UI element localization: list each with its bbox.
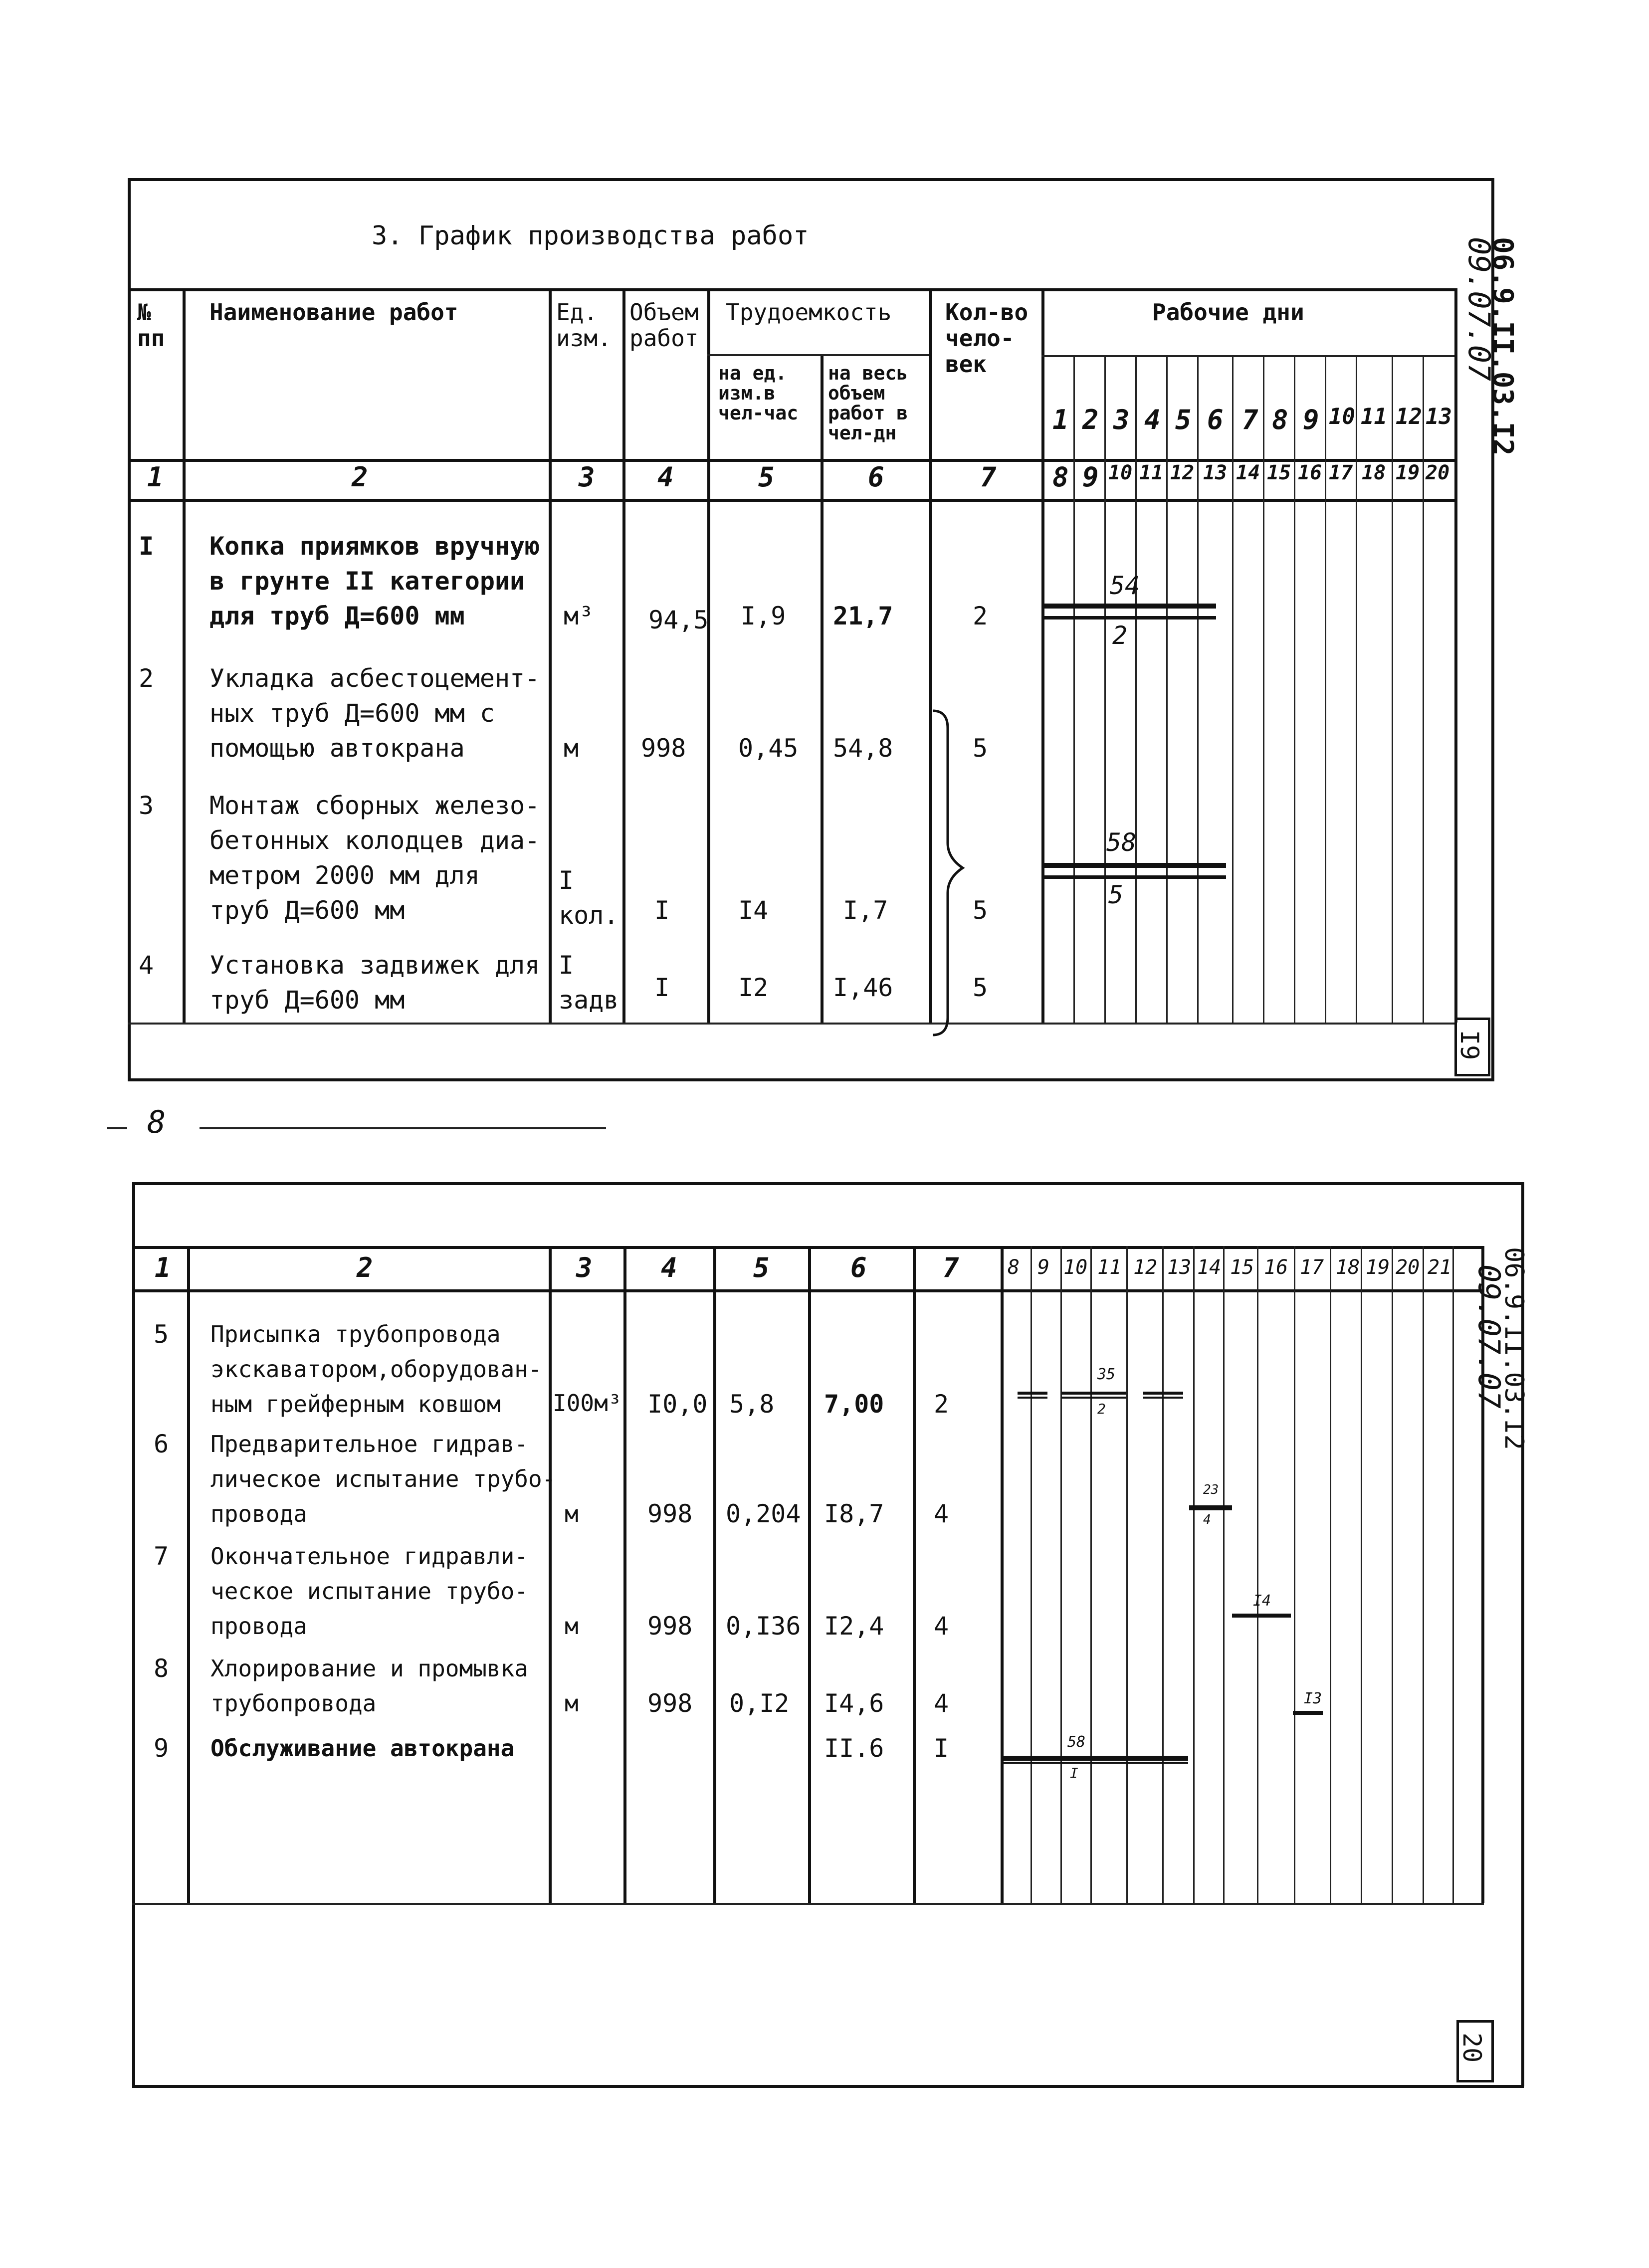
row-unit: I кол. — [559, 866, 619, 930]
row-labor-total: I4,6 — [824, 1689, 884, 1718]
col-number: 5 — [753, 1252, 770, 1283]
day-col-number: 11 — [1139, 461, 1164, 484]
row-labor-unit: 0,I36 — [726, 1612, 801, 1641]
col-number: 3 — [576, 1252, 593, 1283]
day-label: 3 — [1113, 404, 1130, 435]
day-label: 5 — [1175, 404, 1192, 435]
row-no: 2 — [139, 664, 154, 693]
day-col-number: 14 — [1236, 461, 1260, 484]
row-workers: 4 — [934, 1612, 949, 1641]
day-col-number: 16 — [1264, 1256, 1288, 1279]
bar-label: I — [1070, 1765, 1078, 1781]
day-label: 11 — [1361, 404, 1387, 429]
row-labor-unit: I2 — [738, 973, 769, 1002]
header-labor-unit: на ед. изм.в чел-час — [718, 362, 799, 424]
day-col-number: 12 — [1133, 1256, 1158, 1279]
document-number-stamp: 06.9.II.03.I2 — [1499, 1247, 1529, 1450]
col-number: 1 — [155, 1252, 171, 1283]
col-number: 7 — [943, 1252, 959, 1283]
day-col-number: 20 — [1426, 461, 1450, 484]
document-number-stamp: 06.9.II.03.I2 — [1486, 237, 1519, 456]
bar-label: 35 — [1097, 1366, 1116, 1383]
day-col-number: 19 — [1396, 461, 1420, 484]
schedule-title: 3. График производства работ — [372, 221, 809, 251]
header-workers: Кол-во чело- век — [945, 299, 1029, 378]
day-col-number: 8 — [1008, 1256, 1020, 1279]
row-workers: 5 — [973, 973, 988, 1002]
gantt-bar — [1061, 1397, 1126, 1399]
col-number: 5 — [758, 461, 775, 493]
gantt-bar — [1143, 1397, 1183, 1399]
gantt-bar — [1041, 863, 1226, 868]
document-code-stamp: 09.07.07 — [1461, 237, 1496, 381]
grouping-brace — [928, 708, 968, 1037]
day-label: 1 — [1052, 404, 1069, 435]
day-label: 4 — [1144, 404, 1161, 435]
row-workers: 4 — [934, 1689, 949, 1718]
day-col-number: 20 — [1396, 1256, 1420, 1279]
bar-label: 23 — [1203, 1482, 1219, 1497]
header-labor-total: на весь объем работ в чел-дн — [828, 362, 908, 444]
row-unit: I00м³ — [553, 1390, 622, 1417]
row-no: I — [139, 532, 154, 561]
page-number: I9 — [1455, 1030, 1484, 1060]
day-col-number: 9 — [1082, 461, 1099, 493]
header-no: № пп — [137, 299, 165, 352]
bar-label: I3 — [1304, 1690, 1322, 1707]
col-number: 6 — [850, 1252, 867, 1283]
row-labor-unit: I,9 — [741, 602, 786, 630]
gantt-bar — [1232, 1614, 1291, 1618]
bar-label: 58 — [1067, 1733, 1086, 1751]
row-no: 6 — [154, 1430, 169, 1458]
row-labor-unit: 0,I2 — [729, 1689, 790, 1718]
day-col-number: 17 — [1300, 1256, 1324, 1279]
gantt-bar — [1041, 616, 1216, 619]
row-name: Монтаж сборных железо- бетонных колодцев диа- метром 2000 мм для труб Д=600 мм — [209, 791, 540, 925]
row-no: 4 — [139, 951, 154, 980]
bar-label: 5 — [1108, 880, 1124, 909]
row-no: 7 — [154, 1542, 169, 1571]
bar-label: 58 — [1106, 828, 1137, 857]
row-labor-total: I,7 — [843, 896, 888, 925]
row-labor-total: II.6 — [824, 1734, 884, 1763]
gantt-bar — [1018, 1397, 1047, 1399]
document-code-stamp: 09.07.07 — [1471, 1264, 1506, 1409]
row-workers: 2 — [973, 602, 988, 630]
row-name: Копка приямков вручную в грунте II категории для труб Д=600 мм — [209, 532, 540, 630]
day-label: 12 — [1396, 404, 1422, 429]
day-label: 2 — [1082, 404, 1099, 435]
page-number: 20 — [1457, 2033, 1486, 2063]
header-volume: Объем работ — [629, 299, 699, 352]
gantt-bar — [1061, 1392, 1126, 1395]
header-unit: Ед. изм. — [556, 299, 612, 352]
day-col-number: 10 — [1063, 1256, 1088, 1279]
bar-label: 2 — [1097, 1401, 1106, 1417]
row-unit: м — [564, 734, 579, 763]
row-volume: 998 — [647, 1689, 693, 1718]
row-labor-total: I8,7 — [824, 1499, 884, 1528]
row-name: Присыпка трубопровода экскаватором,оборудован- ным грейферным ковшом — [210, 1321, 542, 1418]
row-name: Хлорирование и промывка трубопровода — [210, 1655, 528, 1717]
row-no: 3 — [139, 791, 154, 820]
col-number: 6 — [868, 461, 884, 493]
row-labor-total: 54,8 — [833, 734, 893, 763]
day-label: 13 — [1426, 404, 1452, 429]
row-labor-total: I,46 — [833, 973, 893, 1002]
day-label: 10 — [1329, 404, 1355, 429]
col-number: 1 — [147, 461, 164, 493]
row-workers: 5 — [973, 896, 988, 925]
day-col-number: 19 — [1366, 1256, 1390, 1279]
header-days: Рабочие дни — [1152, 299, 1304, 326]
day-col-number: 10 — [1108, 461, 1133, 484]
row-unit: I задв — [559, 951, 619, 1015]
day-label: 7 — [1242, 404, 1258, 435]
day-col-number: 16 — [1298, 461, 1322, 484]
row-volume: 998 — [647, 1499, 693, 1528]
bar-label: I4 — [1253, 1592, 1271, 1610]
gantt-bar — [1189, 1505, 1232, 1510]
row-labor-unit: 5,8 — [729, 1390, 775, 1419]
row-unit: м — [565, 1613, 579, 1640]
day-label: 8 — [1272, 404, 1288, 435]
bar-label: 2 — [1112, 621, 1128, 650]
day-col-number: 17 — [1329, 461, 1353, 484]
col-number: 2 — [352, 461, 368, 493]
day-col-number: 18 — [1362, 461, 1386, 484]
divider-mark: 8 — [147, 1104, 166, 1140]
row-no: 8 — [154, 1654, 169, 1683]
row-unit: м — [565, 1690, 579, 1717]
row-name: Укладка асбестоцемент- ных труб Д=600 мм с помощью автокрана — [209, 664, 540, 763]
row-labor-total: 21,7 — [833, 602, 893, 630]
day-col-number: 15 — [1267, 461, 1291, 484]
row-volume: I — [654, 973, 670, 1002]
row-workers: 2 — [934, 1390, 949, 1419]
row-name: Обслуживание автокрана — [210, 1735, 515, 1762]
row-volume: 94,5 — [648, 606, 709, 634]
day-col-number: 11 — [1097, 1256, 1122, 1279]
col-number: 2 — [357, 1252, 373, 1283]
day-col-number: 13 — [1203, 461, 1228, 484]
day-col-number: 21 — [1428, 1256, 1452, 1279]
row-volume: 998 — [641, 734, 686, 763]
day-col-number: 13 — [1167, 1256, 1192, 1279]
row-labor-total: 7,00 — [824, 1390, 884, 1419]
day-col-number: 18 — [1336, 1256, 1360, 1279]
day-label: 6 — [1207, 404, 1224, 435]
day-col-number: 9 — [1037, 1256, 1050, 1279]
col-number: 4 — [661, 1252, 677, 1283]
bar-label: 54 — [1110, 571, 1140, 600]
gantt-bar — [1041, 875, 1226, 879]
row-workers: 5 — [973, 734, 988, 763]
day-label: 9 — [1303, 404, 1319, 435]
bar-label: 4 — [1203, 1512, 1211, 1527]
row-labor-total: I2,4 — [824, 1612, 884, 1641]
header-name: Наименование работ — [209, 299, 458, 326]
row-labor-unit: 0,45 — [738, 734, 799, 763]
row-labor-unit: I4 — [738, 896, 769, 925]
day-col-number: 14 — [1197, 1256, 1222, 1279]
day-col-number: 12 — [1170, 461, 1195, 484]
row-labor-unit: 0,204 — [726, 1499, 801, 1528]
row-workers: 4 — [934, 1499, 949, 1528]
col-number: 3 — [579, 461, 595, 493]
row-volume: I — [654, 896, 670, 925]
gantt-bar — [1002, 1756, 1188, 1761]
row-workers: I — [934, 1734, 949, 1763]
day-col-number: 15 — [1230, 1256, 1254, 1279]
row-volume: I0,0 — [647, 1390, 708, 1419]
row-no: 5 — [154, 1320, 169, 1349]
row-no: 9 — [154, 1734, 169, 1763]
header-labor: Трудоемкость — [726, 299, 892, 326]
col-number: 7 — [980, 461, 997, 493]
col-number: 4 — [657, 461, 674, 493]
gantt-bar — [1041, 604, 1216, 609]
gantt-bar — [1002, 1762, 1188, 1764]
gantt-bar — [1293, 1711, 1323, 1715]
row-name: Предварительное гидрав- лическое испытание трубо- провода — [210, 1431, 556, 1527]
row-unit: м³ — [564, 602, 594, 630]
gantt-bar — [1143, 1392, 1183, 1395]
row-name: Окончательное гидравли- ческое испытание трубо- провода — [210, 1543, 528, 1640]
row-name: Установка задвижек для труб Д=600 мм — [209, 951, 540, 1015]
row-unit: м — [565, 1500, 579, 1527]
row-volume: 998 — [647, 1612, 693, 1641]
gantt-bar — [1018, 1392, 1047, 1395]
day-col-number: 8 — [1052, 461, 1069, 493]
